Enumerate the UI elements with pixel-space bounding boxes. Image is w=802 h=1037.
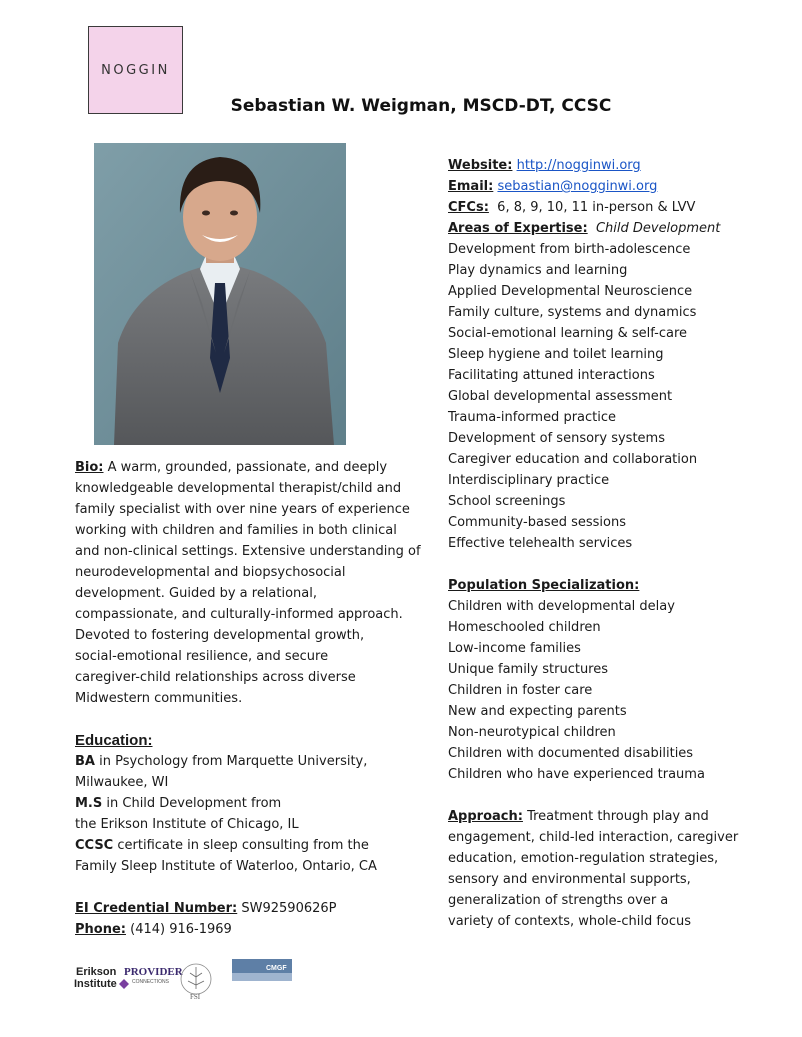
bio-label: Bio: xyxy=(75,460,104,475)
degree-name: CCSC xyxy=(75,838,114,853)
population-item: Low-income families xyxy=(448,641,581,656)
bio-line: A warm, grounded, passionate, and deeply xyxy=(107,460,388,475)
degree-detail: Milwaukee, WI xyxy=(75,775,169,790)
erikson-line2: Institute xyxy=(74,978,117,990)
expertise-item: Applied Developmental Neuroscience xyxy=(448,284,693,299)
right-column xyxy=(448,155,748,932)
population-item: Children who have experienced trauma xyxy=(448,767,705,782)
erikson-line1: Erikson xyxy=(76,966,117,978)
expertise-item: Trauma-informed practice xyxy=(448,410,617,425)
provider-sub-text: CONNECTIONS xyxy=(132,979,169,985)
phone-line xyxy=(75,919,405,940)
expertise-item: Facilitating attuned interactions xyxy=(448,368,655,383)
expertise-subtitle: Child Development xyxy=(595,221,721,236)
bio-line: Devoted to fostering developmental growth, xyxy=(75,628,365,643)
population-item: New and expecting parents xyxy=(448,704,627,719)
approach-line: engagement, child-led interaction, caregiver xyxy=(448,830,739,845)
expertise-heading-line xyxy=(448,218,748,239)
expertise-label: Areas of Expertise: xyxy=(448,221,588,236)
email-link[interactable]: sebastian@nogginwi.org xyxy=(497,179,658,194)
population-item: Children in foster care xyxy=(448,683,593,698)
cfcs-line xyxy=(448,197,748,218)
population-item: Children with documented disabilities xyxy=(448,746,694,761)
expertise-item: Development from birth-adolescence xyxy=(448,242,691,257)
cmgf-text: CMGF xyxy=(266,965,287,972)
fsi-seal-logo xyxy=(181,964,211,1001)
degree-detail: certificate in sleep consulting from the xyxy=(117,838,369,853)
bio-line: working with children and families in both clinical xyxy=(75,523,397,538)
bio-line: development. Guided by a relational, xyxy=(75,586,318,601)
population-list xyxy=(448,596,748,785)
expertise-item: Global developmental assessment xyxy=(448,389,673,404)
degree-detail: the Erikson Institute of Chicago, IL xyxy=(75,817,299,832)
bio-line: knowledgeable developmental therapist/child and xyxy=(75,481,402,496)
bio-line: social-emotional resilience, and secure xyxy=(75,649,329,664)
expertise-item: Social-emotional learning & self-care xyxy=(448,326,688,341)
expertise-item: Caregiver education and collaboration xyxy=(448,452,698,467)
degree-detail: in Psychology from Marquette University, xyxy=(99,754,368,769)
approach-line: education, emotion-regulation strategies, xyxy=(448,851,719,866)
population-item: Unique family structures xyxy=(448,662,609,677)
approach-section xyxy=(448,806,748,932)
education-heading: Education: xyxy=(75,732,153,749)
bio-section xyxy=(75,457,421,709)
approach-line: generalization of strengths over a xyxy=(448,893,669,908)
phone-label: Phone: xyxy=(75,922,126,937)
expertise-list xyxy=(448,239,748,554)
cmgf-logo xyxy=(232,959,292,981)
erikson-logo xyxy=(74,966,117,990)
population-item: Children with developmental delay xyxy=(448,599,675,614)
approach-line: Treatment through play and xyxy=(527,809,709,824)
bio-line: and non-clinical settings. Extensive understanding of xyxy=(75,544,421,559)
provider-text: PROVIDER xyxy=(124,966,183,978)
website-label: Website: xyxy=(448,158,513,173)
expertise-item: Family culture, systems and dynamics xyxy=(448,305,697,320)
headshot-photo xyxy=(94,143,346,445)
cfcs-label: CFCs: xyxy=(448,200,489,215)
page-title: Sebastian W. Weigman, MSCD-DT, CCSC xyxy=(230,96,612,116)
population-item: Non-neurotypical children xyxy=(448,725,616,740)
expertise-item: Effective telehealth services xyxy=(448,536,633,551)
approach-label: Approach: xyxy=(448,809,523,824)
left-column xyxy=(75,457,421,940)
expertise-item: Development of sensory systems xyxy=(448,431,665,446)
degree-detail: Family Sleep Institute of Waterloo, Ontario, CA xyxy=(75,859,377,874)
degree-name: BA xyxy=(75,754,95,769)
provider-connections-logo xyxy=(119,966,184,989)
degree-detail: in Child Development from xyxy=(106,796,282,811)
bio-line: Midwestern communities. xyxy=(75,691,243,706)
fsi-text: FSI xyxy=(190,993,201,1001)
cfcs-value: 6, 8, 9, 10, 11 in-person & LVV xyxy=(497,200,696,215)
logo-text: NOGGIN xyxy=(101,62,170,78)
expertise-item: Community-based sessions xyxy=(448,515,626,530)
email-label: Email: xyxy=(448,179,494,194)
website-link[interactable]: http://nogginwi.org xyxy=(516,158,641,173)
expertise-item: School screenings xyxy=(448,494,566,509)
bio-line: caregiver-child relationships across diverse xyxy=(75,670,356,685)
approach-line: sensory and environmental supports, xyxy=(448,872,691,887)
bio-line: neurodevelopmental and biopsychosocial xyxy=(75,565,346,580)
degree-name: M.S xyxy=(75,796,103,811)
phone-value: (414) 916-1969 xyxy=(130,922,232,937)
bio-line: compassionate, and culturally-informed approach. xyxy=(75,607,403,622)
partner-logos xyxy=(74,955,304,1005)
expertise-item: Sleep hygiene and toilet learning xyxy=(448,347,664,362)
approach-line: variety of contexts, whole-child focus xyxy=(448,914,692,929)
credential-line xyxy=(75,898,405,919)
bio-line: family specialist with over nine years of experience xyxy=(75,502,410,517)
website-line xyxy=(448,155,748,176)
population-item: Homeschooled children xyxy=(448,620,601,635)
expertise-item: Interdisciplinary practice xyxy=(448,473,610,488)
email-line xyxy=(448,176,748,197)
expertise-item: Play dynamics and learning xyxy=(448,263,628,278)
credential-label: EI Credential Number: xyxy=(75,901,238,916)
credential-value: SW92590626P xyxy=(241,901,337,916)
education-section xyxy=(75,730,405,877)
population-label: Population Specialization: xyxy=(448,578,640,593)
